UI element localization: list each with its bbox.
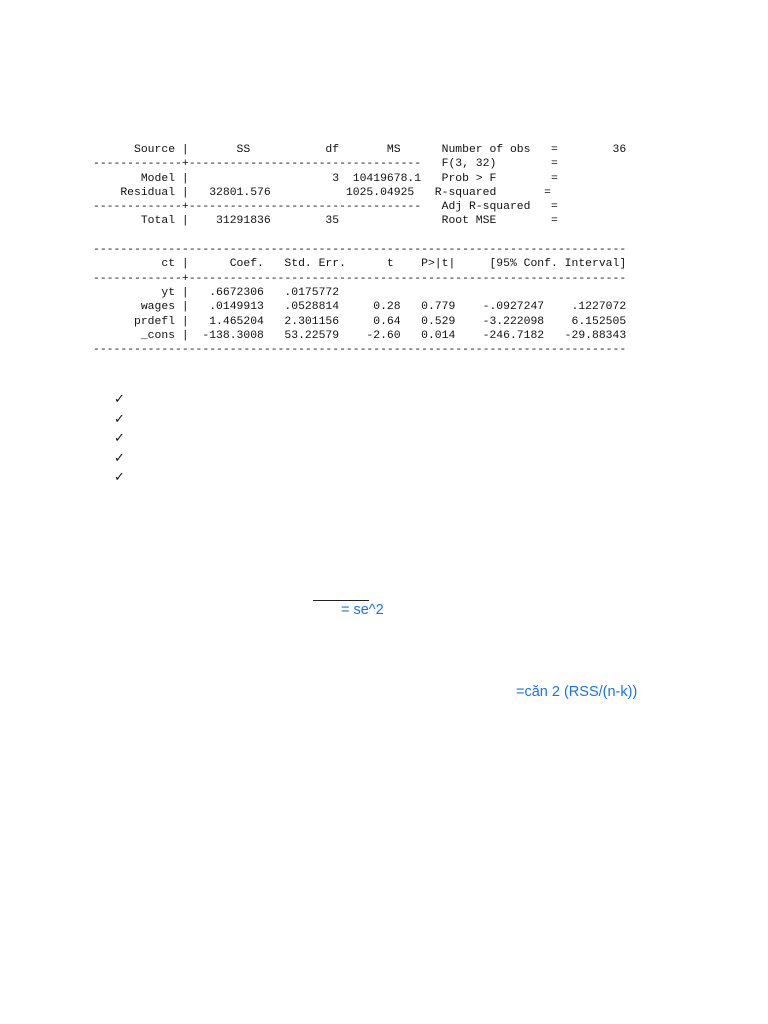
checkmark-icon: ✓ bbox=[114, 431, 125, 446]
regression-output bbox=[93, 143, 626, 357]
anova-line: Residual | 32801.576 1025.04925 R-squared = bbox=[93, 186, 551, 199]
coef-row-cons: _cons | -138.3008 53.22579 -2.60 0.014 -246.7182 -29.88343 bbox=[93, 329, 627, 342]
anova-line: Total | 31291836 35 Root MSE = bbox=[93, 215, 558, 228]
checkmark-icon: ✓ bbox=[114, 450, 125, 466]
coef-line: ------------------------------------------------------------------------------ bbox=[93, 244, 627, 257]
anova-line: -------------+---------------------------------- Adj R-squared = bbox=[93, 201, 558, 214]
checklist bbox=[114, 390, 125, 488]
fraction-line bbox=[313, 600, 369, 601]
coef-header: ct | Coef. Std. Err. t P>|t| [95% Conf. Interval] bbox=[93, 258, 627, 271]
root-formula-note: =căn 2 (RSS/(n-k)) bbox=[516, 684, 638, 700]
checkmark-icon: ✓ bbox=[114, 470, 125, 485]
coef-row-prdefl: prdefl | 1.465204 2.301156 0.64 0.529 -3.222098 6.152505 bbox=[93, 315, 627, 328]
coef-line: -------------+---------------------------------------------------------------- bbox=[93, 272, 627, 285]
checkmark-icon: ✓ bbox=[114, 411, 125, 427]
anova-header: Source | SS df MS Number of obs = 36 bbox=[93, 144, 627, 156]
coef-row-wages: wages | .0149913 .0528814 0.28 0.779 -.0927247 .1227072 bbox=[93, 301, 627, 314]
spacer bbox=[93, 229, 626, 243]
anova-line: -------------+---------------------------------- F(3, 32) = bbox=[93, 158, 558, 171]
coef-line: ------------------------------------------------------------------------------ bbox=[93, 344, 627, 357]
se-squared-note: = se^2 bbox=[341, 602, 384, 618]
coef-row-yt: yt | .6672306 .0175772 bbox=[93, 286, 340, 299]
checkmark-icon: ✓ bbox=[114, 392, 125, 407]
anova-line: Model | 3 10419678.1 Prob > F = bbox=[93, 172, 558, 185]
